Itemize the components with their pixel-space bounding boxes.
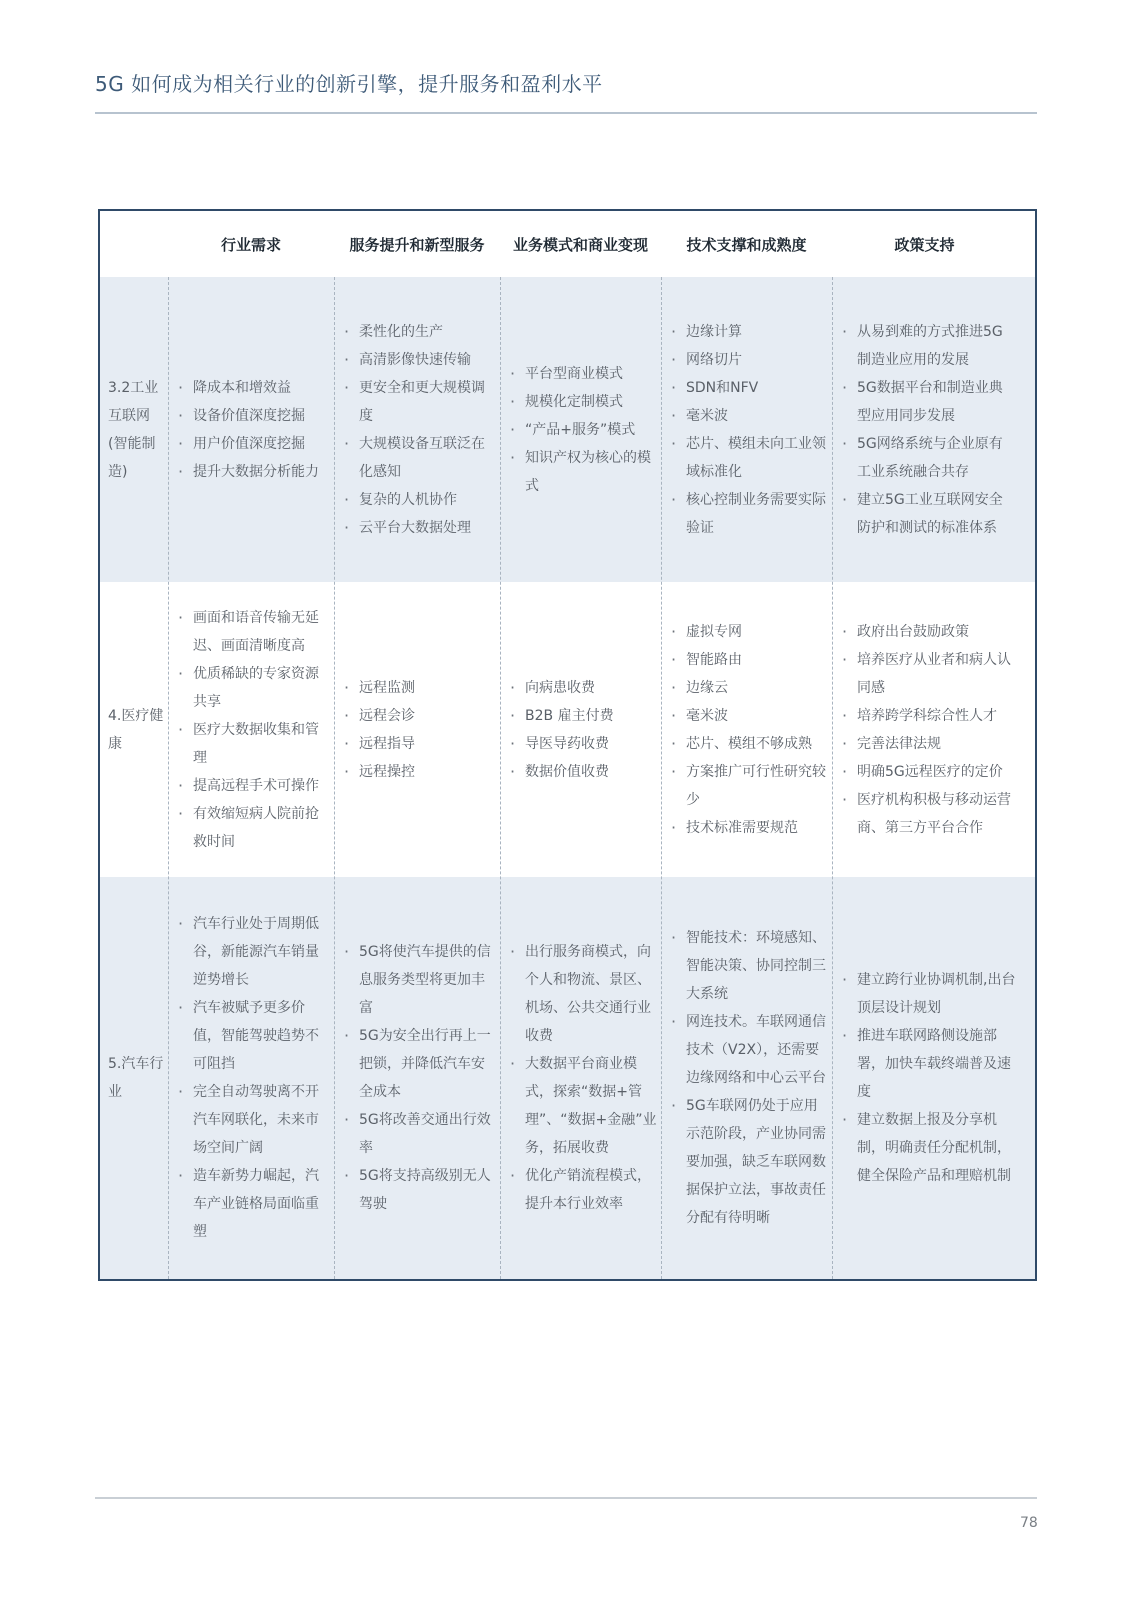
list-item: · 智能技术：环境感知、智能决策、协同控制三大系统	[669, 924, 829, 1008]
header-divider	[95, 112, 1037, 114]
list-item: · 建立跨行业协调机制,出台顶层设计规划	[840, 966, 1016, 1022]
list-item: · 提高远程手术可操作	[176, 772, 332, 800]
list-item: · 优化产销流程模式，提升本行业效率	[508, 1162, 658, 1218]
list-item: · 完善法律法规	[840, 730, 1016, 758]
table-cell	[840, 277, 1016, 582]
list-item: · 培养跨学科综合性人才	[840, 702, 1016, 730]
list-item: · 5G车联网仍处于应用示范阶段，产业协同需要加强，缺乏车联网数据保护立法，事故责任分配有待明晰	[669, 1092, 829, 1232]
list-item: · 高清影像快速传输	[342, 346, 498, 374]
bullet-list	[176, 604, 332, 856]
column-divider	[661, 277, 662, 1279]
list-item: · 5G数据平台和制造业典型应用同步发展	[840, 374, 1016, 430]
list-item: · 远程指导	[342, 730, 415, 758]
bullet-list	[840, 618, 1016, 842]
list-item: · 网连技术。车联网通信技术（V2X），还需要边缘网络和中心云平台	[669, 1008, 829, 1092]
page-number: 78	[1020, 1515, 1038, 1531]
list-item: · 规模化定制模式	[508, 388, 658, 416]
list-item: · 网络切片	[669, 346, 829, 374]
list-item: · 提升大数据分析能力	[176, 458, 319, 486]
page-title: 5G 如何成为相关行业的创新引擎，提升服务和盈利水平	[95, 72, 603, 96]
column-header-services: 服务提升和新型服务	[349, 235, 485, 254]
list-item: · 柔性化的生产	[342, 318, 498, 346]
table-cell	[669, 877, 829, 1279]
bullet-list	[669, 618, 829, 842]
column-header-technology: 技术支撑和成熟度	[686, 235, 807, 254]
table-cell	[176, 582, 332, 877]
table-cell	[508, 277, 658, 582]
table-cell	[342, 877, 498, 1279]
list-item: · B2B 雇主付费	[508, 702, 614, 730]
list-item: · 设备价值深度挖掘	[176, 402, 319, 430]
bullet-list	[342, 674, 415, 786]
bullet-list	[669, 924, 829, 1232]
row-category: 5.汽车行业	[108, 1056, 164, 1100]
bullet-list	[176, 374, 319, 486]
list-item: · 5G将支持高级别无人驾驶	[342, 1162, 498, 1218]
list-item: · 建立数据上报及分享机制，明确责任分配机制，健全保险产品和理赔机制	[840, 1106, 1016, 1190]
column-header-industry-needs: 行业需求	[220, 235, 281, 254]
column-header-business-model: 业务模式和商业变现	[512, 235, 648, 254]
column-divider	[832, 277, 833, 1279]
list-item: · 向病患收费	[508, 674, 614, 702]
column-divider	[334, 277, 335, 1279]
list-item: · SDN和NFV	[669, 374, 829, 402]
list-item: · 降成本和增效益	[176, 374, 319, 402]
list-item: · 完全自动驾驶离不开汽车网联化，未来市场空间广阔	[176, 1078, 332, 1162]
table-cell	[669, 277, 829, 582]
list-item: · 核心控制业务需要实际验证	[669, 486, 829, 542]
list-item: · 用户价值深度挖掘	[176, 430, 319, 458]
list-item: · 导医导药收费	[508, 730, 614, 758]
list-item: · 5G为安全出行再上一把锁，并降低汽车安全成本	[342, 1022, 498, 1106]
table-cell	[342, 277, 498, 582]
table-cell	[342, 582, 498, 877]
list-item: · 5G网络系统与企业原有工业系统融合共存	[840, 430, 1016, 486]
list-item: · 汽车行业处于周期低谷，新能源汽车销量逆势增长	[176, 910, 332, 994]
list-item: · 技术标准需要规范	[669, 814, 829, 842]
bullet-list	[508, 674, 614, 786]
bullet-list	[342, 318, 498, 542]
list-item: · 边缘云	[669, 674, 829, 702]
bullet-list	[840, 966, 1016, 1190]
list-item: · 边缘计算	[669, 318, 829, 346]
bullet-list	[840, 318, 1016, 542]
bullet-list	[508, 938, 658, 1218]
list-item: · 出行服务商模式，向个人和物流、景区、机场、公共交通行业收费	[508, 938, 658, 1050]
list-item: · 数据价值收费	[508, 758, 614, 786]
bullet-list	[342, 938, 498, 1218]
table-cell	[176, 277, 332, 582]
list-item: · 毫米波	[669, 702, 829, 730]
table-row	[100, 277, 1035, 582]
list-item: · 远程会诊	[342, 702, 415, 730]
list-item: · 政府出台鼓励政策	[840, 618, 1016, 646]
list-item: · 造车新势力崛起，汽车产业链格局面临重塑	[176, 1162, 332, 1246]
list-item: · 知识产权为核心的模式	[508, 444, 658, 500]
table-cell	[840, 582, 1016, 877]
list-item: · 毫米波	[669, 402, 829, 430]
table-cell	[840, 877, 1016, 1279]
list-item: · 医疗机构积极与移动运营商、第三方平台合作	[840, 786, 1016, 842]
bullet-list	[176, 910, 332, 1246]
list-item: · 远程操控	[342, 758, 415, 786]
bullet-list	[508, 360, 658, 500]
table-header-row	[100, 211, 1035, 277]
column-header-policy: 政策支持	[894, 235, 955, 254]
list-item: · 大规模设备互联泛在化感知	[342, 430, 498, 486]
row-category: 3.2工业互联网(智能制造)	[108, 379, 159, 480]
list-item: · 平台型商业模式	[508, 360, 658, 388]
list-item: · 大数据平台商业模式，探索“数据+管理”、“数据+金融”业务，拓展收费	[508, 1050, 658, 1162]
table-cell	[176, 877, 332, 1279]
list-item: · 智能路由	[669, 646, 829, 674]
list-item: · 云平台大数据处理	[342, 514, 498, 542]
list-item: · “产品+服务”模式	[508, 416, 658, 444]
list-item: · 建立5G工业互联网安全防护和测试的标准体系	[840, 486, 1016, 542]
list-item: · 优质稀缺的专家资源共享	[176, 660, 332, 716]
list-item: · 复杂的人机协作	[342, 486, 498, 514]
list-item: · 更安全和更大规模调度	[342, 374, 498, 430]
list-item: · 从易到难的方式推进5G制造业应用的发展	[840, 318, 1016, 374]
list-item: · 医疗大数据收集和管理	[176, 716, 332, 772]
list-item: · 5G将使汽车提供的信息服务类型将更加丰富	[342, 938, 498, 1022]
list-item: · 有效缩短病人院前抢救时间	[176, 800, 332, 856]
table-cell	[508, 582, 658, 877]
policy-table	[98, 209, 1037, 1281]
list-item: · 芯片、模组未向工业领域标准化	[669, 430, 829, 486]
list-item: · 5G将改善交通出行效率	[342, 1106, 498, 1162]
column-divider	[168, 277, 169, 1279]
list-item: · 远程监测	[342, 674, 415, 702]
table-cell	[508, 877, 658, 1279]
row-category: 4.医疗健康	[108, 707, 164, 752]
table-row	[100, 877, 1035, 1279]
list-item: · 芯片、模组不够成熟	[669, 730, 829, 758]
bullet-list	[669, 318, 829, 542]
list-item: · 明确5G远程医疗的定价	[840, 758, 1016, 786]
list-item: · 方案推广可行性研究较少	[669, 758, 829, 814]
list-item: · 画面和语音传输无延迟、画面清晰度高	[176, 604, 332, 660]
footer-divider	[95, 1497, 1037, 1499]
table-row	[100, 582, 1035, 877]
list-item: · 汽车被赋予更多价值，智能驾驶趋势不可阻挡	[176, 994, 332, 1078]
list-item: · 虚拟专网	[669, 618, 829, 646]
column-divider	[500, 277, 501, 1279]
table-cell	[669, 582, 829, 877]
list-item: · 推进车联网路侧设施部署，加快车载终端普及速度	[840, 1022, 1016, 1106]
list-item: · 培养医疗从业者和病人认同感	[840, 646, 1016, 702]
